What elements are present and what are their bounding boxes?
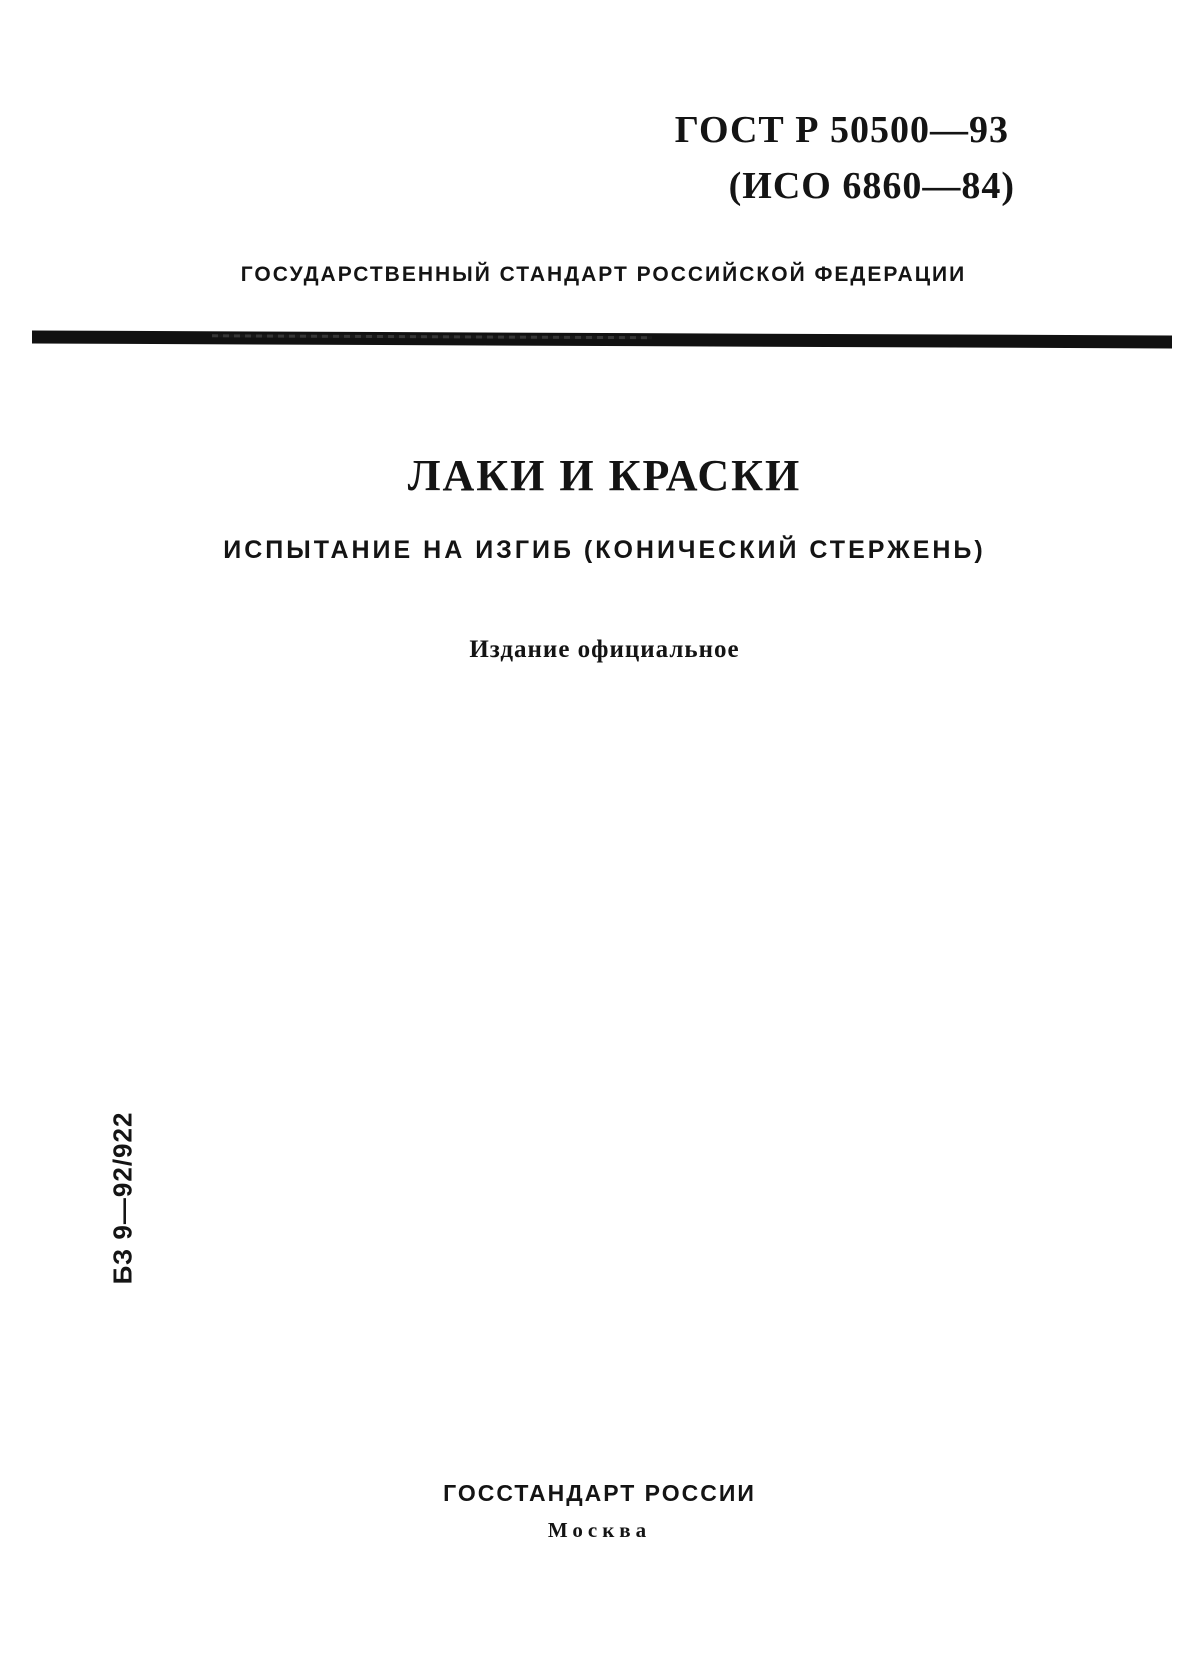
publisher-city: Москва [547, 1518, 652, 1542]
iso-number: (ИСО 6860—84) [728, 165, 1015, 207]
side-catalog-code: БЗ 9—92/922 [107, 1111, 138, 1285]
document-subtitle: ИСПЫТАНИЕ НА ИЗГИБ (КОНИЧЕСКИЙ СТЕРЖЕНЬ) [223, 536, 986, 564]
standard-number-block [674, 102, 1015, 214]
standard-number: ГОСТ Р 50500—93 [674, 109, 1009, 151]
publisher-name: ГОССТАНДАРТ РОССИИ [443, 1480, 756, 1506]
edition-label: Издание официальное [469, 636, 740, 663]
header-rule [32, 331, 1172, 349]
document-title: ЛАКИ И КРАСКИ [407, 451, 802, 500]
header-band-text: ГОСУДАРСТВЕННЫЙ СТАНДАРТ РОССИЙСКОЙ ФЕДЕРАЦИИ [240, 263, 967, 286]
